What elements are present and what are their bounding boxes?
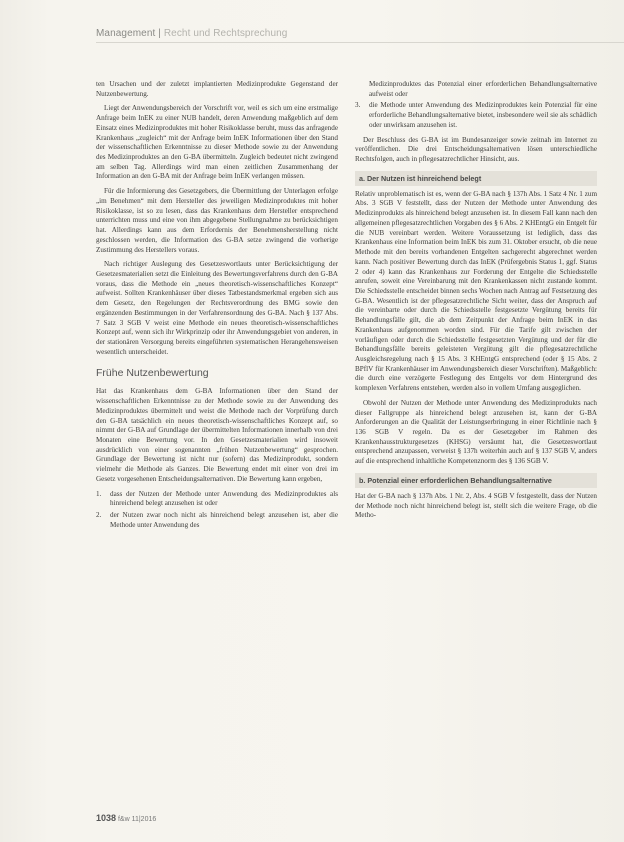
header-separator: | bbox=[155, 28, 164, 39]
paragraph: Hat das Krankenhaus dem G-BA Informationen über den Stand der wissenschaftlichen Erkenntnisse zu der Methode sowie zu der Anwendung des Medizinproduktes übermittelt und weist die Methode nach der Vorprüfung durch den G-BA tatsächlich ein neues theoretisch-wissenschaftliches Konzept auf, so nimmt der G-BA auf Grundlage der übermittelten Informationen innerhalb von drei Monaten eine Bewertung vor. In den Gesetzesmaterialien wird insoweit ausdrücklich von einer sogenannten „frühen Nutzenbewertung“ gesprochen. Grundlage der Bewertung ist nicht nur (sofern) das Medizinprodukt, sondern vielmehr die Methode als Ganzes. Die Bewertung endet mit einer von drei im Gesetz vorgesehenen Entscheidungsalternativen. Die Bewertung kann ergeben, bbox=[96, 387, 338, 483]
paragraph: Nach richtiger Auslegung des Gesetzeswortlauts unter Berücksichtigung der Gesetzesmaterialien setzt die Einleitung des Bewertungsverfahrens durch den G-BA voraus, dass die Methode ein „neues theoretisch-wissenschaftliches Konzept“ aufweist. Sollten Krankenhäuser über dieses Tatbestandsmerkmal ergeben sich aus dem Gesetz, den Regelungen der Rechtsverordnung des BMG sowie den ergänzenden Bestimmungen in der Verfahrensordnung des G-BA. Nach § 137 Abs. 7 Satz 3 SGB V weist eine Methode ein neues theoretisch-wissenschaftliches Konzept auf, wenn sich ihr Wirkprinzip oder ihr Anwendungsgebiet von anderen, in der stationären Versorgung bereits eingeführten systematischen Herangehensweisen wesentlich unterscheidet. bbox=[96, 260, 338, 356]
journal-issue: f&w 11|2016 bbox=[117, 816, 157, 823]
list-item: 3. die Methode unter Anwendung des Medizinproduktes kein Potenzial für eine erforderliche Behandlungsalternative bietet, insbesondere weil sie als schädlich oder unwirksam anzusehen ist. bbox=[355, 101, 597, 129]
running-header bbox=[96, 28, 604, 39]
header-section: Management bbox=[96, 28, 156, 39]
list-item: 2. der Nutzen zwar noch nicht als hinreichend belegt anzusehen ist, aber die Methode unter Anwendung des bbox=[96, 511, 338, 529]
left-column bbox=[96, 80, 338, 535]
paragraph: Für die Informierung des Gesetzgebers, die Übermittlung der Unterlagen erfolge „im Benehmen“ mit dem Hersteller des jeweiligen Medizinproduktes mit hoher Risikoklasse, ist so zu lesen, dass das Krankenhaus dem Hersteller entsprechend unterrichten muss und eine von ihm abgegebene Stellungnahme zu berücksichtigen hat. Allerdings kann aus dem Erfordernis der Benehmensherstellung nicht geschlossen werden, die Information des G-BA setze zwingend die vorherige Zustimmung des Herstellers voraus. bbox=[96, 187, 338, 254]
numbered-list bbox=[96, 490, 338, 531]
list-item-text: dass der Nutzen der Methode unter Anwendung des Medizinproduktes als hinreichend belegt anzusehen ist oder bbox=[110, 489, 338, 508]
paragraph: Hat der G-BA nach § 137h Abs. 1 Nr. 2, Abs. 4 SGB V festgestellt, dass der Nutzen der Methode noch nicht hinreichend belegt ist, stellt sich die weitere Frage, ob die Metho- bbox=[355, 491, 597, 520]
list-item-text: die Methode unter Anwendung des Medizinproduktes kein Potenzial für eine erforderliche Behandlungsalternative bietet, insbesondere weil sie als schädlich oder unwirksam anzusehen ist. bbox=[369, 101, 597, 129]
numbered-list-continued bbox=[355, 80, 597, 131]
header-subsection: Recht und Rechtsprechung bbox=[163, 28, 288, 39]
page-number: 1038 bbox=[96, 813, 117, 823]
list-item: 1. dass der Nutzen der Methode unter Anwendung des Medizinproduktes als hinreichend belegt anzusehen ist oder bbox=[96, 489, 338, 508]
list-item bbox=[355, 80, 597, 99]
paragraph: Obwohl der Nutzen der Methode unter Anwendung des Medizinprodukts nach dieser Fallgruppe als hinreichend belegt anzusehen ist, kann der G-BA Anforderungen an die Qualität der Leistungserbringung in einer Richtlinie nach § 136 SGB V regeln. Da es der Gesetzgeber im Rahmen des Krankenhausstrukturgesetzes (KHSG) versäumt hat, die Gesetzeswortlaut entsprechend anzupassen, verweist § 137h weiterhin auch auf § 137 SGB V, anders auf die entsprechend inhaltliche Kompetenznorm des § 136 SGB V. bbox=[355, 398, 597, 466]
paragraph: Liegt der Anwendungsbereich der Vorschrift vor, weil es sich um eine erstmalige Anfrage beim InEK zu einer NUB handelt, deren Anwendung maßgeblich auf dem Einsatz eines Medizinproduktes mit hoher Risikoklasse beruht, muss das anfragende Krankenhaus „zugleich“ mit der Anfrage beim InEK Informationen über den Stand der wissenschaftlichen Erkenntnisse zu dieser Methode sowie zu der Anwendung des Medizinproduktes an den G-BA übermitteln. Zugleich bedeutet nicht zwingend am selben Tag. Allerdings wird man einen zeitlichen Zusammenhang der Information an den G-BA mit der Anfrage beim InEK verlangen müssen. bbox=[96, 104, 338, 181]
list-item-text: Medizinproduktes das Potenzial einer erforderlichen Behandlungsalternative aufweist oder bbox=[369, 80, 597, 98]
paragraph: Relativ unproblematisch ist es, wenn der G-BA nach § 137h Abs. 1 Satz 4 Nr. 1 zum Abs. 3 SGB V feststellt, dass der Nutzen der Methode unter Anwendung des Medizinprodukts als hinreichend belegt anzusehen ist. In diesem Fall kann nach den allgemeinen pflegesatzrechtlichen Vorgaben des § 6 Abs. 2 KHEntgG ein Entgelt für die NUB vereinbart werden. Weitere Voraussetzung ist lediglich, dass das Krankenhaus eine Information beim InEK bis zum 31. Oktober ersucht, ob die neue Methode mit den bereits vorhandenen Entgelten sachgerecht abgerechnet werden kann. Nach positiver Bewertung durch das InEK (Prüfergebnis Status 1, ggf. Status 2 oder 4) kann das Krankenhaus zur Forderung der Entgelte die Schiedsstelle anrufen, soweit eine Vereinbarung mit den Krankenkassen nicht zustande kommt. Die Schiedsstelle entscheidet binnen sechs Wochen nach Antrag auf Festsetzung des G-BA. Wesentlich ist der pflegesatzrechtliche Sicht weiter, dass der Anspruch auf die vereinbarte oder durch die Schiedsstelle festgesetzte Vergütung bereits für Behandlungsfälle gilt, die ab dem Zeitpunkt der Anfrage beim InEK in das Krankenhaus aufgenommen worden sind. Für die Tarife gilt zwischen der vorläufigen oder durch die Schiedsstelle festgesetzten Vergütung und der für die Behandlungsfälle bereits geleisteten Vergütung gilt die pflegesatzrechtliche Ausgleichsregelung nach § 15 Abs. 3 KHEntgG entsprechend (oder § 15 Abs. 2 BPflV für Krankenhäuser im Anwendungsbereich dieser Vorschriften). Maßgeblich: die durch eine verzögerte Festlegung des Entgelts vor dem Hintergrund des komplexen Verfahrens entstehen, werden also in vollem Umfang ausgeglichen. bbox=[355, 189, 597, 393]
paragraph: ten Ursachen und der zuletzt implantierten Medizinprodukte Gegenstand der Nutzenbewertung. bbox=[96, 80, 338, 98]
page-footer bbox=[96, 813, 156, 823]
header-rule bbox=[96, 42, 624, 43]
subheading-box: a. Der Nutzen ist hinreichend belegt bbox=[355, 171, 597, 186]
right-column bbox=[355, 80, 597, 526]
paragraph: Der Beschluss des G-BA ist im Bundesanzeiger sowie zeitnah im Internet zu veröffentlichen. Die drei Entscheidungsalternativen lösen unterschiedliche Rechtsfolgen, auch in pflegesatzrechtlicher Hinsicht, aus. bbox=[355, 135, 597, 164]
list-item-text: der Nutzen zwar noch nicht als hinreichend belegt anzusehen ist, aber die Methode unter Anwendung des bbox=[110, 511, 338, 529]
subheading-box: b. Potenzial einer erforderlichen Behandlungsalternative bbox=[355, 473, 597, 488]
section-heading: Frühe Nutzenbewertung bbox=[96, 367, 209, 380]
